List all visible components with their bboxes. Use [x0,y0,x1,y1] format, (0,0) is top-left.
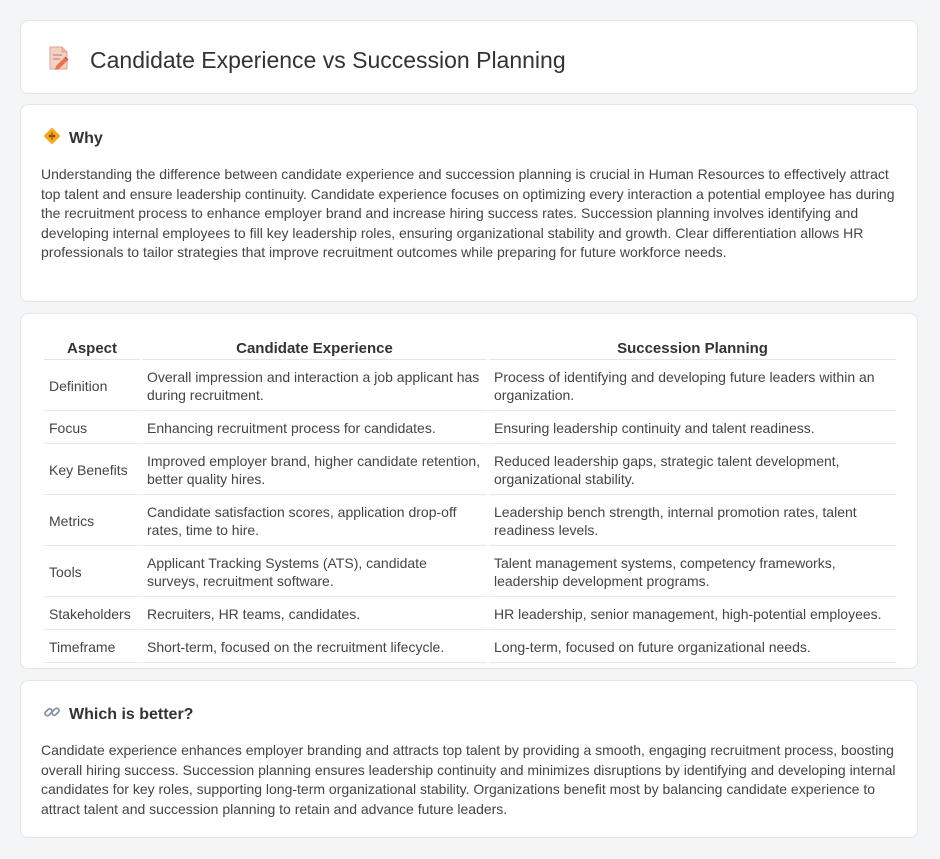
table-row [44,362,896,411]
table-row [44,599,896,630]
row-succession-planning: Long-term, focused on future organizational needs. [489,632,896,663]
row-candidate-experience: Improved employer brand, higher candidate retention, better quality hires. [142,446,487,495]
why-text: Understanding the difference between candidate experience and succession planning is crucial in Human Resources to effectively attract top talent and ensure leadership continuity. Candidate experience focuses on optimizing every interaction a potential employee has during the recruitment process to enhance employer brand and increase hiring success rates. Succession planning involves identifying and developing internal employees to fill key leadership roles, ensuring organizational stability and growth. Clear differentiation allows HR professionals to tailor strategies that improve recruitment outcomes while preparing for future workforce needs. [41,166,895,260]
row-aspect: Timeframe [44,632,140,663]
row-candidate-experience: Short-term, focused on the recruitment lifecycle. [142,632,487,663]
row-aspect: Metrics [44,497,140,546]
document-pencil-icon [47,45,71,76]
row-succession-planning: Ensuring leadership continuity and talent readiness. [489,413,896,444]
row-succession-planning: Talent management systems, competency frameworks, leadership development programs. [489,548,896,597]
row-aspect: Tools [44,548,140,597]
table-header-row [44,336,896,360]
why-section [20,104,918,302]
header-candidate-experience: Candidate Experience [142,336,487,360]
diamond-icon [43,127,61,150]
link-icon [43,703,61,726]
table-row [44,446,896,495]
better-text: Candidate experience enhances employer branding and attracts top talent by providing a smooth, engaging recruitment process, boosting overall hiring success. Succession planning ensures leadership continuity and minimizes disruptions by identifying and developing internal candidates for key roles, supporting long-term organizational stability. Organizations benefit most by balancing candidate experience to attract talent and succession planning to retain and advance future leaders. [41,742,896,817]
row-candidate-experience: Overall impression and interaction a job applicant has during recruitment. [142,362,487,411]
why-heading: Why [69,129,103,147]
row-aspect: Focus [44,413,140,444]
table-row [44,632,896,663]
row-succession-planning: Process of identifying and developing future leaders within an organization. [489,362,896,411]
header-aspect: Aspect [44,336,140,360]
row-candidate-experience: Candidate satisfaction scores, application drop-off rates, time to hire. [142,497,487,546]
row-aspect: Definition [44,362,140,411]
row-succession-planning: HR leadership, senior management, high-potential employees. [489,599,896,630]
row-succession-planning: Reduced leadership gaps, strategic talent development, organizational stability. [489,446,896,495]
table-row [44,497,896,546]
comparison-table-card [20,313,918,669]
row-succession-planning: Leadership bench strength, internal promotion rates, talent readiness levels. [489,497,896,546]
row-aspect: Key Benefits [44,446,140,495]
better-heading: Which is better? [69,705,194,723]
row-candidate-experience: Enhancing recruitment process for candidates. [142,413,487,444]
header-succession-planning: Succession Planning [489,336,896,360]
row-candidate-experience: Applicant Tracking Systems (ATS), candidate surveys, recruitment software. [142,548,487,597]
table-row [44,548,896,597]
page-title: Candidate Experience vs Succession Planning [90,47,566,73]
which-is-better-section [20,680,918,838]
table-row [44,413,896,444]
comparison-table [42,334,898,665]
row-candidate-experience: Recruiters, HR teams, candidates. [142,599,487,630]
row-aspect: Stakeholders [44,599,140,630]
title-card [20,20,918,94]
